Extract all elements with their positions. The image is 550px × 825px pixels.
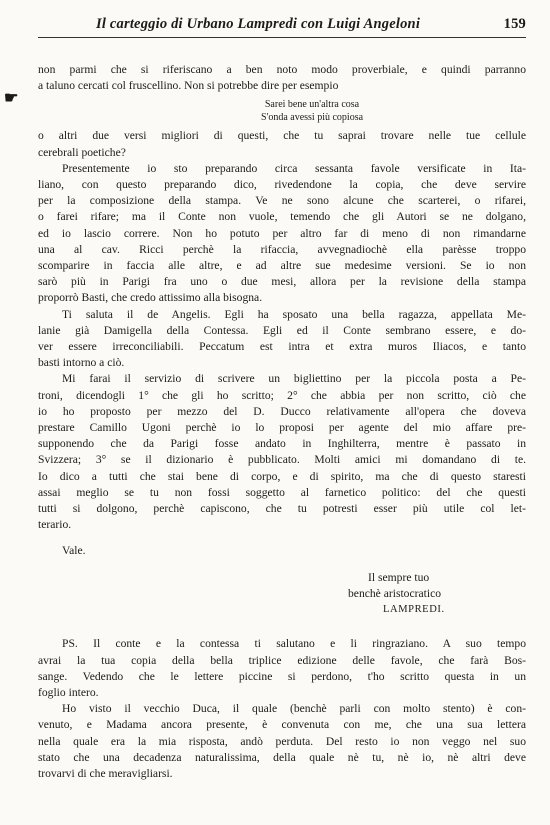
text-line: cerebrali poetiche? — [38, 145, 126, 159]
postscript-line: sange. Vedendo che le lettere piccine si perdono, t'ho scritto questa in un — [38, 669, 526, 683]
text-line: scomparire in faccia alle altre, e ad altre sue medesime versioni. Se io non — [38, 259, 526, 273]
text-line: lanie già Damigella della Contessa. Egli ed il Conte sembrano essere, e do- — [38, 323, 526, 337]
text-line: Ti saluta il de Angelis. Egli ha sposato una bella ragazza, appellata Me- — [62, 307, 526, 321]
text-line: prestare Camillo Ugoni perchè io lo proposi per agente del mio affare pre- — [38, 421, 526, 435]
pointing-hand-icon: ☛ — [4, 90, 19, 107]
text-line: troni, dicendogli 1° che gli ho scritto; 2° che abbia per non scritto, ciò che — [38, 388, 526, 402]
valediction: Vale. — [62, 544, 86, 558]
verse-quote-line: Sarei bene un'altra cosa — [264, 99, 360, 111]
text-line: basti intorno a ciò. — [38, 356, 125, 370]
text-line: una al cav. Ricci perchè la rifaccia, avvegnadiochè ella parèsse troppo — [38, 242, 526, 256]
text-line: nella quale era la mia risposta, andò perduta. Del resto io non veggo nel suo — [38, 734, 526, 748]
signature-line: benchè aristocratico — [348, 586, 442, 600]
running-header — [38, 16, 526, 38]
text-line: liano, con questo preparando dico, rivedendone la copia, che deve servire — [38, 178, 526, 192]
text-line: Svizzera; 3° se il dizionario è pubblicato. Molti amici mi domandano di te. — [38, 453, 526, 467]
signature-line: Il sempre tuo — [368, 570, 430, 584]
verse-quote-line: S'onda avessi più copiosa — [260, 112, 364, 124]
text-line: per la composizione della stampa. Ve ne sono alcune che scarterei, o rifarei, — [38, 194, 526, 208]
text-line: non parmi che si riferiscano a ben noto modo proverbiale, e quindi parranno — [38, 63, 526, 76]
running-title: Il carteggio di Urbano Lampredi con Luigi Angeloni — [96, 16, 421, 32]
text-line: a taluno cercati col fruscellino. Non si potrebbe dire per esempio — [38, 79, 339, 93]
text-line: assai meglio se tu non fossi soggetto al farnetico politico: del che questi — [38, 485, 526, 499]
text-line: Io dico a tutti che stai bene di corpo, e di spirito, ma che di questo staresti — [38, 469, 526, 483]
postscript-line: foglio intero. — [38, 685, 99, 699]
page-number: 159 — [503, 16, 526, 32]
text-line: sarò più in Parigi fra uno o due mesi, allora per la revisione della stampa — [38, 275, 526, 289]
text-line: venuto, e Madama ancora presente, è convenuta con me, che una sua lettera — [38, 718, 526, 732]
text-line: stato che una decadenza naturalissima, della quale nè tu, nè io, nè altri deve — [38, 750, 526, 764]
text-line: trovarvi di che meravigliarsi. — [38, 766, 173, 780]
postscript-line: avrai la tua copia della bella triplice edizione delle favole, che farà Bos- — [38, 653, 526, 667]
signature-name: LAMPREDI. — [383, 604, 445, 616]
text-line: proporrò Basti, che credo attissimo alla bisogna. — [38, 291, 263, 305]
postscript-line: PS. Il conte e la contessa ti salutano e li ringraziano. A suo tempo — [62, 637, 526, 651]
text-line: terario. — [38, 518, 72, 532]
text-line: o farei rifare; ma il Conte non vuole, temendo che gli Autori se ne dolgano, — [38, 210, 526, 224]
text-line: ed io lascio correre. Non ho potuto per altro far di meno di non rimandarne — [38, 226, 526, 240]
letter-body — [38, 62, 526, 782]
text-line: Presentemente io sto preparando circa sessanta favole versificate in Ita- — [62, 161, 526, 175]
text-line: io ho proposto per mezzo del D. Ducco relativamente all'opera che doveva — [38, 404, 526, 418]
text-line: Ho visto il vecchio Duca, il quale (benchè parli con molto stento) è con- — [62, 702, 526, 716]
text-line: supponendo che da Parigi fosse andato in Inghilterra, mentre è passato in — [38, 437, 526, 451]
text-line: ver essere irreconciliabili. Peccatum est intra et extra muros Iliacos, e tanto — [38, 340, 526, 354]
text-line: o altri due versi migliori di questi, che tu saprai trovare nelle tue cellule — [38, 129, 526, 143]
text-line: Mi farai il servizio di scrivere un bigliettino per la piccola posta a Pe- — [62, 372, 526, 386]
text-line: tutti si dolgono, perchè capiscono, che tu potresti esser più utile col let- — [38, 502, 526, 516]
